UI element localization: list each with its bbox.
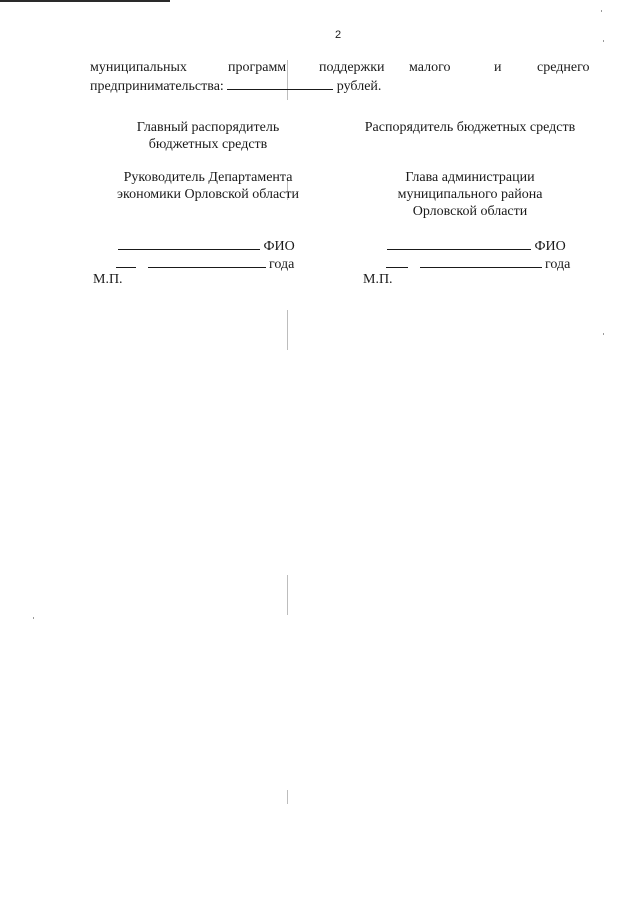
- left-fio-label: ФИО: [263, 239, 295, 254]
- body-line-2-prefix: предпринимательства:: [90, 79, 224, 94]
- right-role-line-1: Распорядитель бюджетных средств: [364, 120, 576, 135]
- right-stamp-label: М.П.: [363, 272, 393, 287]
- right-month-blank: [420, 255, 542, 268]
- body-word: поддержки: [319, 60, 385, 75]
- body-word: малого: [409, 60, 451, 75]
- fold-line: [287, 310, 288, 350]
- left-signature-blank: [118, 237, 260, 250]
- amount-blank: [227, 77, 333, 90]
- body-word: среднего: [537, 60, 590, 75]
- fold-line: [287, 790, 288, 804]
- right-day-blank: [386, 255, 408, 268]
- right-position-line-1: Глава администрации: [405, 170, 535, 185]
- right-position-line-3: Орловской области: [412, 204, 528, 219]
- right-signature-blank: [387, 237, 531, 250]
- scan-speck: [33, 617, 34, 619]
- left-role-line-2: бюджетных средств: [148, 137, 268, 152]
- fold-line: [287, 575, 288, 615]
- scan-speck: [601, 10, 602, 12]
- left-signature-line: [118, 237, 295, 255]
- body-word: программ: [228, 60, 287, 75]
- right-position-line-2: муниципального района: [397, 187, 543, 202]
- right-year-label: года: [545, 257, 571, 272]
- left-month-blank: [148, 255, 266, 268]
- body-line-2: [90, 77, 381, 95]
- right-date-line: [386, 255, 570, 273]
- scan-speck: [603, 333, 604, 335]
- right-signature-line: [387, 237, 566, 255]
- body-line-2-suffix: рублей.: [336, 79, 382, 94]
- page-number: 2: [335, 29, 342, 41]
- left-position-line-1: Руководитель Департамента: [123, 170, 293, 185]
- right-fio-label: ФИО: [534, 239, 566, 254]
- left-day-blank: [116, 255, 136, 268]
- left-role-line-1: Главный распорядитель: [136, 120, 280, 135]
- body-word: и: [494, 60, 502, 75]
- body-word: муниципальных: [90, 60, 187, 75]
- left-stamp-label: М.П.: [93, 272, 123, 287]
- scan-speck: [603, 40, 604, 42]
- scan-edge-mark: [0, 0, 170, 2]
- left-year-label: года: [269, 257, 295, 272]
- left-date-line: [116, 255, 294, 273]
- left-position-line-2: экономики Орловской области: [116, 187, 299, 202]
